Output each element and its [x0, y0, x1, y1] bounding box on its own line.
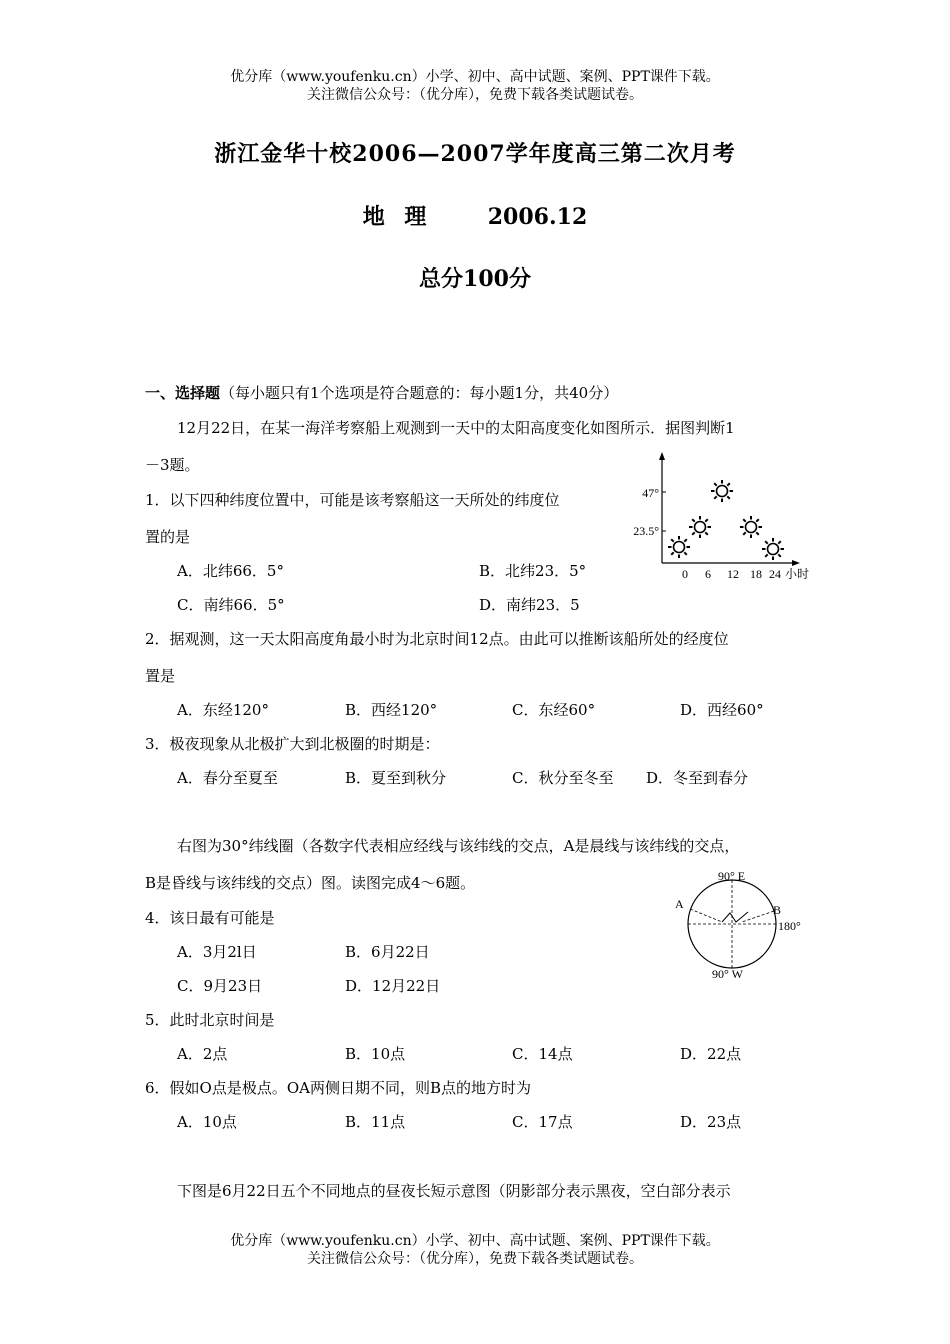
q1-option-b: B．北纬23．5°: [479, 562, 587, 580]
fig2-label-bottom: 90° W: [712, 967, 743, 981]
q2-option-b: B．西经120°: [345, 701, 438, 719]
exam-title: 浙江金华十校2006—2007学年度高三第二次月考: [214, 141, 736, 167]
intro2-line2: B是昏线与该纬线的交点）图。读图完成4～6题。: [145, 874, 476, 892]
q1-stem-line1: 1．以下四种纬度位置中，可能是该考察船这一天所处的纬度位: [145, 491, 560, 509]
latitude-circle-figure: [672, 866, 812, 986]
exam-date: 2006.12: [487, 204, 588, 230]
fig2-label-top: 90° E: [718, 869, 746, 883]
q5-option-a: A．2点: [177, 1045, 228, 1063]
sun-icon: [689, 516, 711, 538]
y-label-235: 23.5°: [633, 524, 659, 538]
footer-line-1: 优分库（www.youfenku.cn）小学、初中、高中试题、案例、PPT课件下载。: [230, 1233, 720, 1249]
terminator-a: [690, 909, 722, 922]
intro1-line1: 12月22日，在某一海洋考察船上观测到一天中的太阳高度变化如图所示．据图判断1: [177, 419, 735, 437]
header-line-2: 关注微信公众号：（优分库），免费下载各类试题试卷。: [307, 87, 643, 103]
q6-option-d: D．23点: [680, 1113, 742, 1131]
intro1-line2: －3题。: [145, 456, 200, 474]
x-label-18: 18: [750, 567, 762, 581]
q3-stem: 3．极夜现象从北极扩大到北极圈的时期是：: [145, 735, 440, 753]
q6-stem: 6．假如O点是极点。OA两侧日期不同，则B点的地方时为: [145, 1079, 531, 1097]
q2-option-c: C．东经60°: [512, 701, 596, 719]
q2-option-d: D．西经60°: [680, 701, 764, 719]
sun-icon: [762, 538, 784, 560]
q4-option-c: C．9月23日: [177, 977, 263, 995]
q2-stem-line1: 2．据观测，这一天太阳高度角最小时为北京时间12点。由此可以推断该船所处的经度位: [145, 630, 729, 648]
x-label-24: 24: [769, 567, 781, 581]
q6-option-a: A．10点: [177, 1113, 237, 1131]
sun-icon: [740, 516, 762, 538]
section-label: 一、选择题: [145, 384, 221, 402]
q6-option-c: C．17点: [512, 1113, 573, 1131]
q3-option-c: C．秋分至冬至: [512, 769, 614, 787]
section-heading: [145, 382, 618, 403]
intro2-line1: 右图为30°纬线圈（各数字代表相应经线与该纬线的交点，A是晨线与该纬线的交点，: [177, 837, 740, 855]
q3-option-a: A．春分至夏至: [177, 769, 278, 787]
q5-option-b: B．10点: [345, 1045, 406, 1063]
boundary-mark: [722, 912, 748, 922]
section-note: （每小题只有1个选项是符合题意的：每小题1分，共40分）: [220, 384, 619, 402]
x-axis-arrow: [792, 560, 800, 566]
x-unit-label: 小时: [785, 567, 810, 581]
fig2-label-a: A: [675, 897, 684, 911]
subject-name: 地 理: [362, 204, 433, 230]
q2-stem-line2: 置是: [145, 667, 176, 685]
q1-option-d: D．南纬23．5: [479, 596, 580, 614]
q4-stem: 4．该日最有可能是: [145, 909, 275, 927]
q1-option-c: C．南纬66．5°: [177, 596, 285, 614]
q2-option-a: A．东经120°: [177, 701, 269, 719]
q4-option-a: A．3月2l日: [177, 943, 257, 961]
fig2-label-180: 180°: [778, 919, 801, 933]
fig2-label-b: B: [773, 903, 782, 917]
footer-line-2: 关注微信公众号：（优分库），免费下载各类试题试卷。: [307, 1251, 643, 1267]
q1-stem-line2: 置的是: [145, 528, 191, 546]
q3-option-b: B．夏至到秋分: [345, 769, 447, 787]
total-score: 总分100分: [419, 266, 531, 292]
q3-option-d: D．冬至到春分: [646, 769, 749, 787]
q4-option-d: D．12月22日: [345, 977, 441, 995]
header-line-1: 优分库（www.youfenku.cn）小学、初中、高中试题、案例、PPT课件下载。: [230, 69, 720, 85]
sun-icons: [668, 480, 784, 560]
q6-option-b: B．11点: [345, 1113, 406, 1131]
sun-altitude-figure: [628, 450, 818, 585]
x-label-0: 0: [682, 567, 688, 581]
sun-icon: [711, 480, 733, 502]
q5-stem: 5．此时北京时间是: [145, 1011, 275, 1029]
y-axis-arrow: [659, 452, 665, 460]
x-label-12: 12: [727, 567, 739, 581]
latitude-circle: [688, 880, 776, 968]
q1-option-a: A．北纬66．5°: [177, 562, 284, 580]
intro3-line1: 下图是6月22日五个不同地点的昼夜长短示意图（阴影部分表示黑夜，空白部分表示: [177, 1182, 731, 1200]
x-label-6: 6: [705, 567, 711, 581]
q4-option-b: B．6月22日: [345, 943, 430, 961]
y-label-47: 47°: [642, 486, 659, 500]
sun-icon: [668, 536, 690, 558]
q5-option-c: C．14点: [512, 1045, 573, 1063]
subject-line: [0, 200, 950, 231]
q5-option-d: D．22点: [680, 1045, 742, 1063]
